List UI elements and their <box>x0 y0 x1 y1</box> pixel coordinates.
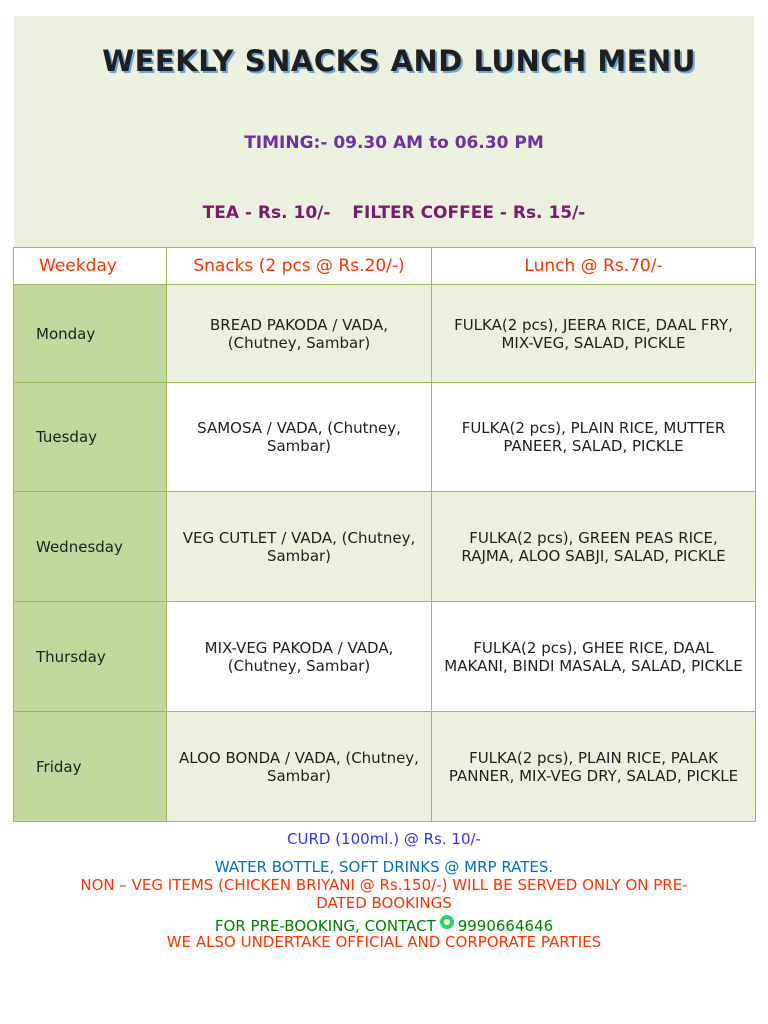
nonveg-note: NON – VEG ITEMS (CHICKEN BRIYANI @ Rs.150/-) WILL BE SERVED ONLY ON PRE-DATED BOOKINGS <box>80 876 688 912</box>
whatsapp-icon <box>440 915 454 929</box>
lunch-cell: FULKA(2 pcs), JEERA RICE, DAAL FRY, MIX-VEG, SALAD, PICKLE <box>432 285 756 383</box>
snacks-cell: VEG CUTLET / VADA, (Chutney, Sambar) <box>167 492 432 602</box>
weekday-cell: Thursday <box>14 602 167 712</box>
phone-number: 9990664646 <box>457 917 554 935</box>
menu-title: WEEKLY SNACKS AND LUNCH MENU <box>102 44 696 78</box>
snacks-cell: SAMOSA / VADA, (Chutney, Sambar) <box>167 383 432 492</box>
lunch-cell: FULKA(2 pcs), GREEN PEAS RICE, RAJMA, ALOO SABJI, SALAD, PICKLE <box>432 492 756 602</box>
snacks-cell: ALOO BONDA / VADA, (Chutney, Sambar) <box>167 712 432 822</box>
menu-table <box>13 247 756 822</box>
table-row <box>14 285 756 383</box>
drinks-note: WATER BOTTLE, SOFT DRINKS @ MRP RATES. <box>214 858 554 876</box>
prebooking-contact <box>0 915 768 935</box>
snacks-cell: MIX-VEG PAKODA / VADA, (Chutney, Sambar) <box>167 602 432 712</box>
lunch-cell: FULKA(2 pcs), PLAIN RICE, MUTTER PANEER, SALAD, PICKLE <box>432 383 756 492</box>
table-row <box>14 712 756 822</box>
prebook-label: FOR PRE-BOOKING, CONTACT <box>214 917 436 935</box>
curd-price: CURD (100ml.) @ Rs. 10/- <box>287 830 481 848</box>
table-header-row <box>14 248 756 285</box>
weekday-cell: Friday <box>14 712 167 822</box>
timing-text: TIMING:- 09.30 AM to 06.30 PM <box>244 133 544 153</box>
snacks-cell: BREAD PAKODA / VADA, (Chutney, Sambar) <box>167 285 432 383</box>
beverage-prices <box>14 203 754 223</box>
lunch-cell: FULKA(2 pcs), GHEE RICE, DAAL MAKANI, BINDI MASALA, SALAD, PICKLE <box>432 602 756 712</box>
coffee-price: FILTER COFFEE - Rs. 15/- <box>352 203 586 223</box>
lunch-cell: FULKA(2 pcs), PLAIN RICE, PALAK PANNER, MIX-VEG DRY, SALAD, PICKLE <box>432 712 756 822</box>
header-snacks: Snacks (2 pcs @ Rs.20/-) <box>167 248 432 285</box>
parties-note: WE ALSO UNDERTAKE OFFICIAL AND CORPORATE PARTIES <box>166 933 602 951</box>
weekday-cell: Tuesday <box>14 383 167 492</box>
header-weekday: Weekday <box>14 248 167 285</box>
tea-price: TEA - Rs. 10/- <box>202 203 331 223</box>
weekday-cell: Monday <box>14 285 167 383</box>
weekday-cell: Wednesday <box>14 492 167 602</box>
header-lunch: Lunch @ Rs.70/- <box>432 248 756 285</box>
menu-header <box>14 16 754 247</box>
table-row <box>14 492 756 602</box>
table-row <box>14 383 756 492</box>
table-row <box>14 602 756 712</box>
